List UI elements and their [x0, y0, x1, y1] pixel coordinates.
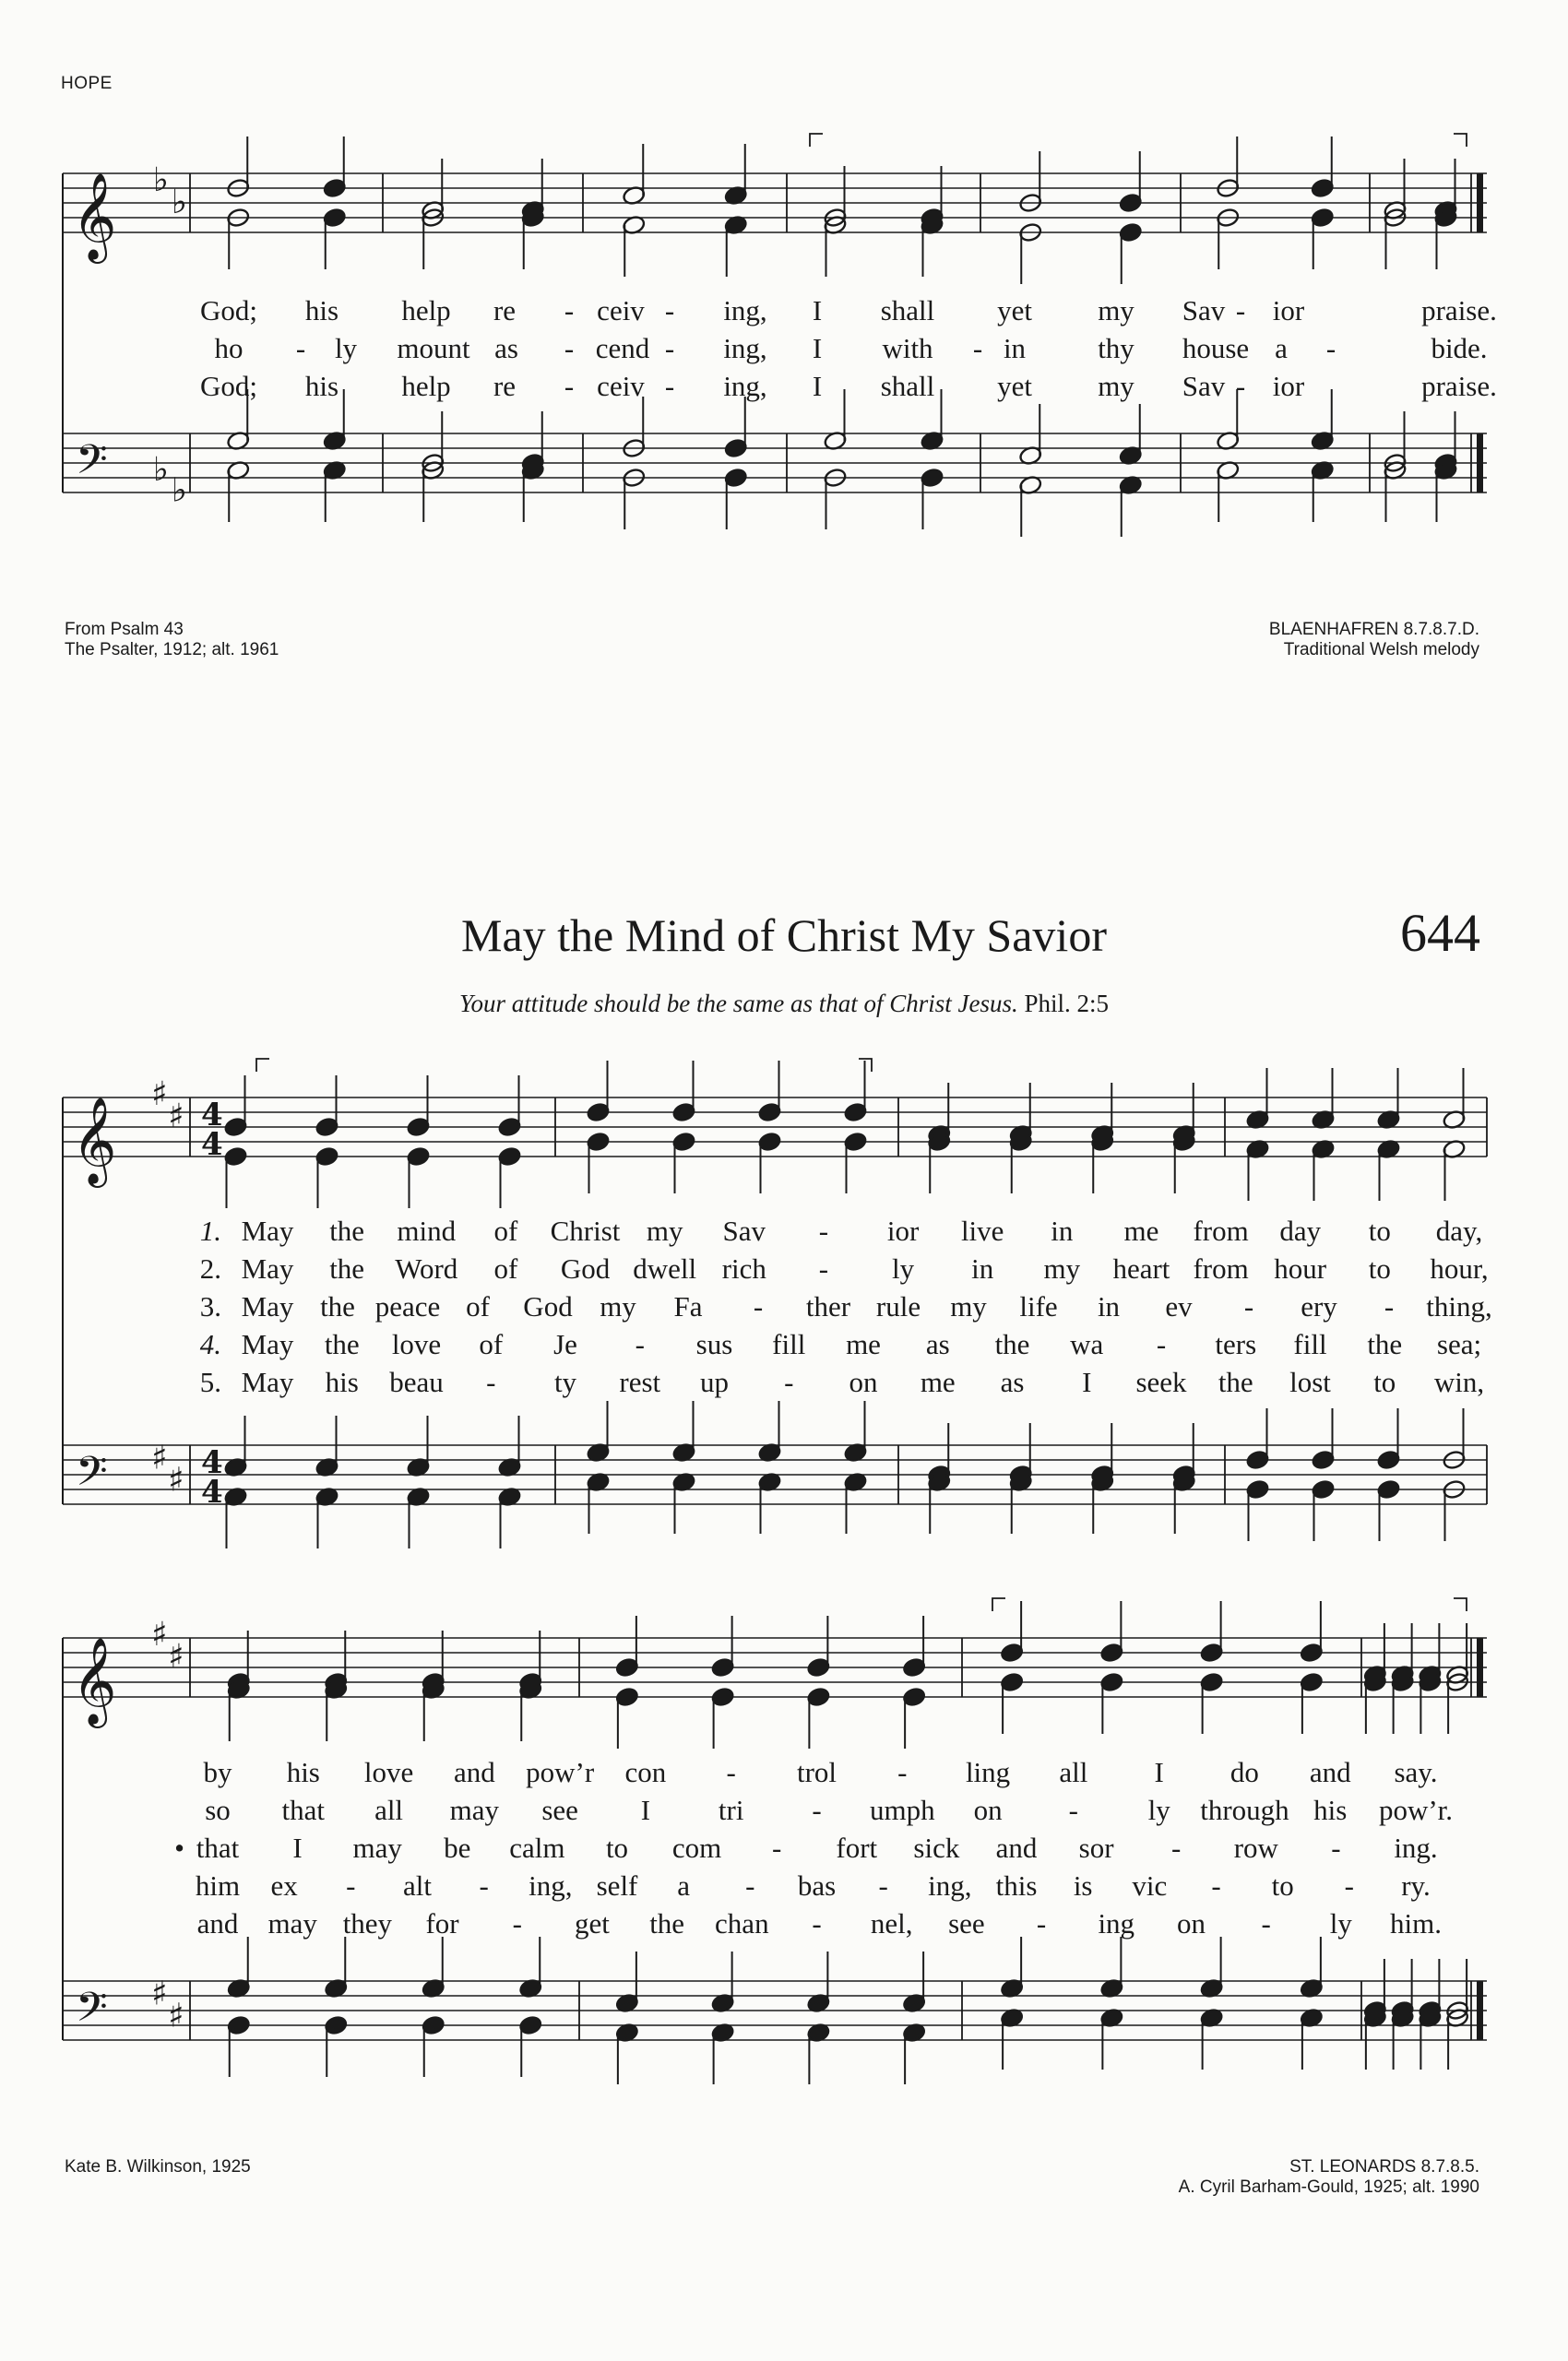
lyric-syllable: - [486, 1366, 496, 1398]
lyric-syllable: ing, [723, 294, 767, 326]
lyric-syllable: - [664, 370, 675, 402]
lyric-syllable: dwell [633, 1252, 697, 1285]
lyric-syllable: seek [1135, 1366, 1187, 1398]
phrase-bracket [256, 1059, 269, 1072]
lyric-syllable: praise. [1421, 294, 1497, 326]
lyric-syllable: sor [1078, 1832, 1114, 1864]
sharp-sign-icon: ♯ [168, 1638, 184, 1676]
tune-name: ST. LEONARDS 8.7.8.5. [1289, 2157, 1479, 2177]
lyric-syllable: on [973, 1794, 1003, 1826]
epigraph-text: Your attitude should be the same as that of Christ Jesus. [458, 990, 1018, 1017]
lyric-syllable: on [849, 1366, 878, 1398]
lyric-syllable: to [1368, 1252, 1391, 1285]
lyric-syllable: - [772, 1832, 782, 1864]
lyric-syllable: shall [880, 370, 935, 402]
lyric-line [0, 1793, 1568, 1828]
lyric-syllable: my [600, 1290, 636, 1323]
time-signature: 4 [201, 1474, 223, 1511]
final-barline [1477, 1638, 1483, 1697]
text-translation: The Psalter, 1912; alt. 1961 [65, 640, 279, 659]
lyric-syllable: me [1123, 1215, 1159, 1247]
lyric-line [0, 293, 1568, 328]
lyric-syllable: ly [334, 332, 358, 364]
lyric-syllable: through [1200, 1794, 1289, 1826]
lyric-syllable: Sav [722, 1215, 766, 1247]
lyric-syllable: yet [997, 370, 1032, 402]
stanza-number: 4. [199, 1328, 221, 1360]
lyric-syllable: nel, [870, 1907, 913, 1940]
lyric-syllable: ry. [1401, 1869, 1431, 1902]
bass-clef-icon: 𝄢 [76, 435, 108, 493]
lyric-syllable: ing, [723, 370, 767, 402]
lyric-syllable: Fa [673, 1290, 703, 1323]
lyric-syllable: on [1176, 1907, 1206, 1940]
lyric-syllable: beau [389, 1366, 444, 1398]
lyric-syllable: I [292, 1832, 303, 1864]
lyric-syllable: love [391, 1328, 442, 1360]
lyric-syllable: of [479, 1328, 504, 1360]
system2-lyrics [0, 1755, 1568, 1940]
lyric-syllable: thing, [1426, 1290, 1492, 1323]
lyric-line [0, 1906, 1568, 1941]
lyric-syllable: of [493, 1215, 518, 1247]
sharp-sign-icon: ♯ [151, 1975, 168, 2013]
lyric-syllable: I [812, 294, 823, 326]
lyric-syllable: his [286, 1756, 320, 1788]
flat-sign-icon: ♭ [172, 471, 187, 510]
lyric-syllable: get [575, 1907, 610, 1940]
lyric-syllable: to [1373, 1366, 1396, 1398]
lyric-syllable: Christ [550, 1215, 621, 1247]
lyric-syllable: his [1313, 1794, 1348, 1826]
lyric-syllable: - [635, 1328, 645, 1360]
lyric-line [0, 1214, 1568, 1249]
lyric-syllable: umph [869, 1794, 935, 1826]
lyric-syllable: ing, [928, 1869, 972, 1902]
lyric-syllable: pow’r. [1378, 1794, 1454, 1826]
lyric-syllable: ly [1329, 1907, 1352, 1940]
lyric-syllable: from [1193, 1252, 1249, 1285]
lyric-syllable: the [1367, 1328, 1403, 1360]
lyric-syllable: help [401, 370, 451, 402]
lyric-syllable: tri [718, 1794, 744, 1826]
lyric-syllable: they [342, 1907, 393, 1940]
lyric-syllable: bide. [1431, 332, 1488, 364]
lyric-syllable: help [401, 294, 451, 326]
lyric-syllable: my [646, 1215, 683, 1247]
lyric-syllable: my [950, 1290, 987, 1323]
lyric-syllable: rule [875, 1290, 921, 1323]
lyric-syllable: - [1171, 1832, 1182, 1864]
lyric-syllable: - [1384, 1290, 1395, 1323]
lyric-syllable: God [523, 1290, 573, 1323]
lyric-marker: • [174, 1832, 184, 1864]
lyric-syllable: rich [721, 1252, 766, 1285]
lyric-syllable: ceiv [597, 370, 645, 402]
lyric-syllable: me [920, 1366, 956, 1398]
lyric-syllable: ceiv [597, 294, 645, 326]
lyric-syllable: and [196, 1907, 239, 1940]
lyric-syllable: ing. [1394, 1832, 1438, 1864]
running-head: HOPE [61, 74, 113, 93]
text-source: From Psalm 43 [65, 620, 184, 639]
lyric-syllable: as [1000, 1366, 1025, 1398]
lyric-syllable: I [812, 370, 823, 402]
lyric-syllable: with [882, 332, 933, 364]
flat-sign-icon: ♭ [153, 451, 169, 490]
lyric-syllable: cend [595, 332, 650, 364]
phrase-bracket [810, 134, 823, 147]
time-signature: 4 [201, 1126, 223, 1163]
lyric-syllable: sea; [1436, 1328, 1482, 1360]
lyric-syllable: as [494, 332, 518, 364]
lyric-syllable: trol [796, 1756, 837, 1788]
lyric-syllable: is [1073, 1869, 1093, 1902]
lyric-syllable: the [994, 1328, 1030, 1360]
lyric-syllable: - [812, 1907, 822, 1940]
lyric-syllable: - [878, 1869, 888, 1902]
sharp-sign-icon: ♯ [168, 1997, 184, 2035]
lyric-syllable: my [1098, 370, 1134, 402]
lyric-syllable: him [195, 1869, 241, 1902]
lyric-syllable: calm [509, 1832, 565, 1864]
lyric-syllable: sick [913, 1832, 960, 1864]
final-barline [1477, 173, 1483, 232]
lyric-syllable: fill [772, 1328, 806, 1360]
lyric-syllable: - [1235, 294, 1246, 326]
lyric-syllable: - [812, 1794, 822, 1826]
lyric-syllable: as [925, 1328, 950, 1360]
lyric-syllable: in [1051, 1215, 1074, 1247]
lyric-syllable: - [745, 1869, 755, 1902]
sharp-sign-icon: ♯ [168, 1461, 184, 1500]
lyric-syllable: and [453, 1756, 495, 1788]
lyric-syllable: wa [1070, 1328, 1104, 1360]
top-hymn-credit-left [65, 620, 279, 660]
sharp-sign-icon: ♯ [151, 1439, 168, 1477]
lyric-syllable: God; [200, 370, 257, 402]
lyric-syllable: ty [553, 1366, 577, 1398]
lyric-syllable: the [649, 1907, 685, 1940]
lyric-line [0, 331, 1568, 366]
lyric-syllable: pow’r [526, 1756, 595, 1788]
lyric-syllable: ly [892, 1252, 915, 1285]
lyric-syllable: lost [1289, 1366, 1331, 1398]
lyric-syllable: I [640, 1794, 651, 1826]
lyric-syllable: house [1182, 332, 1250, 364]
stanza-number: 2. [199, 1252, 221, 1285]
lyric-syllable: - [664, 294, 675, 326]
lyric-syllable: - [1156, 1328, 1167, 1360]
lyric-syllable: may [267, 1907, 317, 1940]
lyric-syllable: - [1261, 1907, 1271, 1940]
lyric-syllable: day [1279, 1215, 1322, 1247]
phrase-bracket [1454, 1598, 1467, 1611]
lyric-syllable: may [352, 1832, 402, 1864]
lyric-syllable: - [295, 332, 306, 364]
composer: A. Cyril Barham-Gould, 1925; alt. 1990 [1178, 2177, 1479, 2197]
lyric-syllable: praise. [1421, 370, 1497, 402]
lyric-syllable: I [812, 332, 823, 364]
lyric-syllable: - [564, 294, 575, 326]
stanza-number: 3. [199, 1290, 221, 1323]
lyric-syllable: so [205, 1794, 231, 1826]
lyric-syllable: his [304, 294, 339, 326]
lyric-syllable: - [972, 332, 983, 364]
lyric-syllable: all [374, 1794, 404, 1826]
lyric-syllable: that [281, 1794, 326, 1826]
lyric-syllable: the [1218, 1366, 1253, 1398]
stanza-number: 5. [199, 1366, 221, 1398]
lyric-syllable: fill [1293, 1328, 1327, 1360]
lyric-syllable: the [329, 1252, 365, 1285]
lyric-syllable: by [203, 1756, 232, 1788]
lyric-syllable: - [1068, 1794, 1079, 1826]
lyric-syllable: May [241, 1215, 294, 1247]
top-hymn-credit-right [1269, 620, 1479, 660]
lyric-syllable: Word [395, 1252, 458, 1285]
lyric-syllable: - [1036, 1907, 1047, 1940]
lyric-line [0, 369, 1568, 404]
system1-lyrics [0, 1214, 1568, 1398]
lyric-syllable: that [196, 1832, 240, 1864]
time-signature: 4 [201, 1097, 223, 1133]
lyric-syllable: ing [1098, 1907, 1135, 1940]
lyric-syllable: for [425, 1907, 459, 1940]
lyric-syllable: May [241, 1290, 294, 1323]
lyric-syllable: heart [1112, 1252, 1170, 1285]
lyric-syllable: re [493, 294, 517, 326]
lyric-syllable: from [1193, 1215, 1249, 1247]
lyric-syllable: - [784, 1366, 794, 1398]
lyric-syllable: a [1275, 332, 1288, 364]
lyric-syllable: May [241, 1252, 294, 1285]
lyric-syllable: live [960, 1215, 1004, 1247]
lyric-syllable: and [995, 1832, 1038, 1864]
tune-source: Traditional Welsh melody [1283, 640, 1479, 659]
tune-name: BLAENHAFREN 8.7.8.7.D. [1268, 620, 1479, 639]
lyric-syllable: see [948, 1907, 985, 1940]
lyric-syllable: - [512, 1907, 522, 1940]
lyric-syllable: life [1019, 1290, 1058, 1323]
top-hymn-lyrics [0, 293, 1568, 404]
lyric-syllable: May [241, 1328, 294, 1360]
lyric-syllable: May [241, 1366, 294, 1398]
lyric-syllable: Sav [1182, 294, 1226, 326]
lyric-syllable: be [444, 1832, 471, 1864]
lyric-syllable: - [818, 1215, 829, 1247]
lyric-syllable: - [897, 1756, 908, 1788]
lyric-syllable: win, [1433, 1366, 1485, 1398]
lyric-syllable: peace [374, 1290, 441, 1323]
final-barline [1477, 1981, 1483, 2040]
hymn-epigraph [0, 990, 1568, 1018]
lyric-syllable: chan [715, 1907, 769, 1940]
lyric-syllable: may [449, 1794, 500, 1826]
lyric-syllable: say. [1394, 1756, 1438, 1788]
lyric-syllable: God [560, 1252, 611, 1285]
lyric-syllable: my [1043, 1252, 1081, 1285]
lyric-syllable: bas [797, 1869, 837, 1902]
lyric-syllable: - [564, 370, 575, 402]
lyric-syllable: yet [997, 294, 1032, 326]
sharp-sign-icon: ♯ [151, 1075, 168, 1113]
treble-clef-icon: 𝄞 [72, 172, 117, 260]
lyric-syllable: Je [553, 1328, 577, 1360]
lyric-syllable: to [1271, 1869, 1294, 1902]
lyric-line [0, 1327, 1568, 1362]
lyric-syllable: my [1098, 294, 1134, 326]
hymn-title: May the Mind of Christ My Savior [461, 909, 1107, 961]
lyric-line [0, 1365, 1568, 1400]
lyric-syllable: ior [886, 1215, 920, 1247]
lyric-syllable: up [700, 1366, 729, 1398]
lyric-syllable: com [671, 1832, 722, 1864]
lyric-syllable: to [605, 1832, 629, 1864]
lyric-syllable: do [1229, 1756, 1259, 1788]
lyric-line [0, 1252, 1568, 1287]
lyric-syllable: his [304, 370, 339, 402]
lyric-syllable: thy [1098, 332, 1134, 364]
lyric-syllable: mind [397, 1215, 457, 1247]
lyric-syllable: I [1082, 1366, 1092, 1398]
lyric-syllable: - [1243, 1290, 1254, 1323]
lyric-syllable: - [1211, 1869, 1221, 1902]
lyric-syllable: - [1325, 332, 1336, 364]
lyric-line [0, 1289, 1568, 1324]
flat-sign-icon: ♭ [172, 184, 187, 222]
epigraph-reference: Phil. 2:5 [1024, 990, 1110, 1017]
lyric-syllable: all [1059, 1756, 1088, 1788]
lyric-syllable: love [363, 1756, 414, 1788]
lyric-syllable: sus [695, 1328, 733, 1360]
lyric-syllable: - [1235, 370, 1246, 402]
lyric-syllable: - [726, 1756, 736, 1788]
lyric-syllable: - [818, 1252, 829, 1285]
lyric-syllable: fort [836, 1832, 878, 1864]
lyric-syllable: con [624, 1756, 667, 1788]
lyric-syllable: ing, [723, 332, 767, 364]
lyric-syllable: self [596, 1869, 638, 1902]
treble-clef-icon: 𝄞 [72, 1637, 117, 1725]
final-barline [1477, 433, 1483, 492]
lyric-syllable: see [541, 1794, 578, 1826]
lyric-syllable: - [564, 332, 575, 364]
lyric-syllable: God; [200, 294, 257, 326]
lyric-syllable: of [493, 1252, 518, 1285]
lyric-syllable: row [1233, 1832, 1278, 1864]
lyric-syllable: - [346, 1869, 356, 1902]
lyric-syllable: mount [397, 332, 470, 364]
lyric-syllable: ex [270, 1869, 298, 1902]
lyric-syllable: a [677, 1869, 691, 1902]
lyric-syllable: vic [1132, 1869, 1168, 1902]
flat-sign-icon: ♭ [153, 161, 169, 200]
hymn-number: 644 [1400, 903, 1480, 963]
treble-clef-icon: 𝄞 [72, 1097, 117, 1184]
hymn-credit-right [1179, 2157, 1479, 2198]
lyric-syllable: hour, [1430, 1252, 1489, 1285]
lyric-line [0, 1869, 1568, 1904]
lyric-syllable: alt [403, 1869, 432, 1902]
lyric-syllable: this [995, 1869, 1038, 1902]
bass-clef-icon: 𝄢 [76, 1983, 108, 2041]
sharp-sign-icon: ♯ [151, 1616, 168, 1654]
lyric-syllable: ther [805, 1290, 851, 1323]
lyric-syllable: in [1097, 1290, 1121, 1323]
stanza-number: 1. [199, 1215, 221, 1247]
time-signature: 4 [201, 1444, 223, 1481]
lyric-syllable: shall [880, 294, 935, 326]
lyric-syllable: the [324, 1328, 360, 1360]
lyric-syllable: his [325, 1366, 359, 1398]
lyric-syllable: of [466, 1290, 490, 1323]
lyric-syllable: ly [1147, 1794, 1170, 1826]
lyric-syllable: the [320, 1290, 355, 1323]
lyric-syllable: - [664, 332, 675, 364]
lyric-syllable: ters [1215, 1328, 1257, 1360]
phrase-bracket [1454, 134, 1467, 147]
lyric-syllable: ior [1272, 294, 1305, 326]
lyric-syllable: ling [965, 1756, 1011, 1788]
hymn-credit-left: Kate B. Wilkinson, 1925 [65, 2157, 251, 2177]
lyric-syllable: in [1003, 332, 1027, 364]
lyric-syllable: me [846, 1328, 881, 1360]
bass-clef-icon: 𝄢 [76, 1447, 108, 1505]
lyric-syllable: rest [619, 1366, 661, 1398]
lyric-syllable: to [1368, 1215, 1391, 1247]
lyric-syllable: in [971, 1252, 994, 1285]
lyric-syllable: him. [1390, 1907, 1442, 1940]
lyric-syllable: Sav [1182, 370, 1226, 402]
lyric-syllable: and [1309, 1756, 1351, 1788]
lyric-syllable: - [479, 1869, 489, 1902]
phrase-bracket [992, 1598, 1005, 1611]
lyric-syllable: - [1331, 1832, 1341, 1864]
lyric-syllable: ery [1301, 1290, 1337, 1323]
lyric-syllable: day, [1435, 1215, 1483, 1247]
lyric-syllable: the [329, 1215, 365, 1247]
lyric-syllable: ev [1165, 1290, 1193, 1323]
lyric-syllable: I [1154, 1756, 1164, 1788]
lyric-syllable: re [493, 370, 517, 402]
lyric-syllable: ior [1272, 370, 1305, 402]
lyric-syllable: - [1344, 1869, 1354, 1902]
lyric-syllable: - [753, 1290, 764, 1323]
lyric-line [0, 1831, 1568, 1866]
lyric-syllable: ho [214, 332, 244, 364]
lyric-syllable: ing, [529, 1869, 573, 1902]
sharp-sign-icon: ♯ [168, 1097, 184, 1135]
lyric-syllable: hour [1274, 1252, 1327, 1285]
lyric-line [0, 1755, 1568, 1790]
